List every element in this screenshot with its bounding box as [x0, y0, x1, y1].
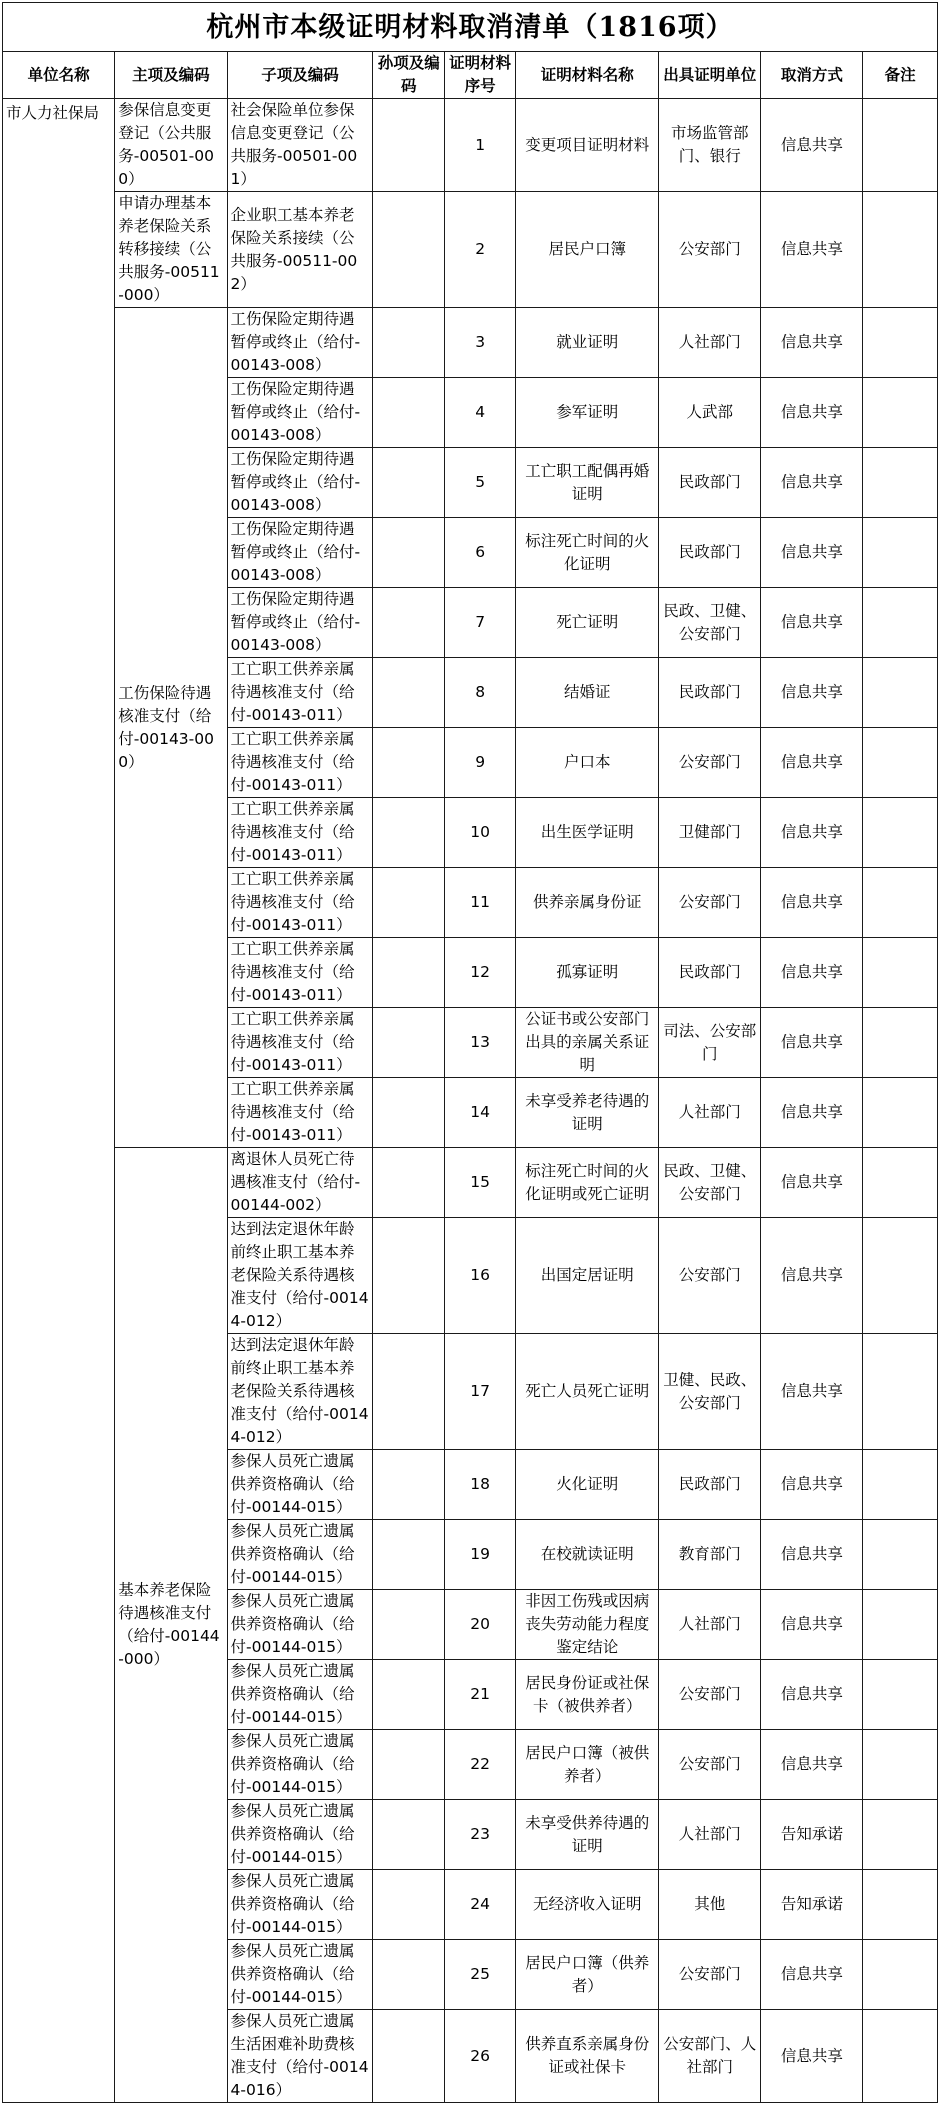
- grandchild-item-cell: [373, 868, 444, 938]
- issuer-cell: 公安部门: [659, 192, 761, 308]
- remarks-cell: [863, 868, 938, 938]
- grandchild-item-cell: [373, 1008, 444, 1078]
- main-item-cell: 申请办理基本养老保险关系转移接续（公共服务-00511-000）: [115, 192, 227, 308]
- cancel-method-cell: 信息共享: [761, 99, 863, 192]
- remarks-cell: [863, 192, 938, 308]
- sub-item-cell: 参保人员死亡遗属供养资格确认（给付-00144-015）: [227, 1450, 373, 1520]
- sub-item-cell: 参保人员死亡遗属供养资格确认（给付-00144-015）: [227, 1520, 373, 1590]
- material-name-cell: 标注死亡时间的火化证明或死亡证明: [516, 1148, 659, 1218]
- material-name-cell: 居民户口簿: [516, 192, 659, 308]
- cancel-method-cell: 告知承诺: [761, 1870, 863, 1940]
- issuer-cell: 教育部门: [659, 1520, 761, 1590]
- grandchild-item-cell: [373, 1660, 444, 1730]
- material-no-cell: 7: [444, 588, 515, 658]
- grandchild-item-cell: [373, 1148, 444, 1218]
- remarks-cell: [863, 1800, 938, 1870]
- cancel-method-cell: 信息共享: [761, 1660, 863, 1730]
- remarks-cell: [863, 728, 938, 798]
- cancel-method-cell: 信息共享: [761, 2010, 863, 2103]
- cancel-method-cell: 信息共享: [761, 658, 863, 728]
- unit-name-cell: 市人力社保局: [3, 99, 115, 2103]
- grandchild-item-cell: [373, 1730, 444, 1800]
- grandchild-item-cell: [373, 448, 444, 518]
- material-name-cell: 未享受供养待遇的证明: [516, 1800, 659, 1870]
- material-name-cell: 孤寡证明: [516, 938, 659, 1008]
- grandchild-item-cell: [373, 2010, 444, 2103]
- remarks-cell: [863, 1334, 938, 1450]
- grandchild-item-cell: [373, 1450, 444, 1520]
- sub-item-cell: 工亡职工供养亲属待遇核准支付（给付-00143-011）: [227, 1008, 373, 1078]
- remarks-cell: [863, 1008, 938, 1078]
- remarks-cell: [863, 588, 938, 658]
- issuer-cell: 民政部门: [659, 518, 761, 588]
- cancel-method-cell: 信息共享: [761, 1520, 863, 1590]
- material-no-cell: 11: [444, 868, 515, 938]
- grandchild-item-cell: [373, 938, 444, 1008]
- main-item-cell: 工伤保险待遇核准支付（给付-00143-000）: [115, 308, 227, 1148]
- sub-item-cell: 达到法定退休年龄前终止职工基本养老保险关系待遇核准支付（给付-00144-012）: [227, 1218, 373, 1334]
- material-name-cell: 出生医学证明: [516, 798, 659, 868]
- table-row: [3, 192, 938, 308]
- remarks-cell: [863, 1940, 938, 2010]
- header-cancel-method: 取消方式: [761, 52, 863, 99]
- material-name-cell: 死亡证明: [516, 588, 659, 658]
- remarks-cell: [863, 938, 938, 1008]
- remarks-cell: [863, 99, 938, 192]
- cancel-method-cell: 信息共享: [761, 1730, 863, 1800]
- issuer-cell: 公安部门、人社部门: [659, 2010, 761, 2103]
- sub-item-cell: 工伤保险定期待遇暂停或终止（给付-00143-008）: [227, 518, 373, 588]
- material-no-cell: 2: [444, 192, 515, 308]
- issuer-cell: 市场监管部门、银行: [659, 99, 761, 192]
- cancel-method-cell: 信息共享: [761, 1334, 863, 1450]
- main-item-cell: 基本养老保险待遇核准支付（给付-00144-000）: [115, 1148, 227, 2103]
- remarks-cell: [863, 1730, 938, 1800]
- header-row: [3, 52, 938, 99]
- material-no-cell: 13: [444, 1008, 515, 1078]
- remarks-cell: [863, 798, 938, 868]
- material-no-cell: 15: [444, 1148, 515, 1218]
- cancel-method-cell: 信息共享: [761, 192, 863, 308]
- table-row: [3, 308, 938, 378]
- material-name-cell: 在校就读证明: [516, 1520, 659, 1590]
- cancel-method-cell: 信息共享: [761, 378, 863, 448]
- material-name-cell: 出国定居证明: [516, 1218, 659, 1334]
- sub-item-cell: 参保人员死亡遗属供养资格确认（给付-00144-015）: [227, 1590, 373, 1660]
- material-no-cell: 8: [444, 658, 515, 728]
- cancel-method-cell: 信息共享: [761, 1148, 863, 1218]
- grandchild-item-cell: [373, 728, 444, 798]
- grandchild-item-cell: [373, 99, 444, 192]
- issuer-cell: 公安部门: [659, 868, 761, 938]
- cancel-method-cell: 信息共享: [761, 1940, 863, 2010]
- sub-item-cell: 工亡职工供养亲属待遇核准支付（给付-00143-011）: [227, 658, 373, 728]
- remarks-cell: [863, 378, 938, 448]
- header-remarks: 备注: [863, 52, 938, 99]
- remarks-cell: [863, 1218, 938, 1334]
- cancel-method-cell: 信息共享: [761, 1450, 863, 1520]
- issuer-cell: 人武部: [659, 378, 761, 448]
- cancel-method-cell: 信息共享: [761, 868, 863, 938]
- material-name-cell: 变更项目证明材料: [516, 99, 659, 192]
- material-no-cell: 6: [444, 518, 515, 588]
- cancel-method-cell: 信息共享: [761, 1008, 863, 1078]
- material-no-cell: 20: [444, 1590, 515, 1660]
- material-name-cell: 标注死亡时间的火化证明: [516, 518, 659, 588]
- remarks-cell: [863, 1590, 938, 1660]
- material-name-cell: 火化证明: [516, 1450, 659, 1520]
- material-name-cell: 死亡人员死亡证明: [516, 1334, 659, 1450]
- material-no-cell: 22: [444, 1730, 515, 1800]
- issuer-cell: 民政部门: [659, 448, 761, 518]
- sub-item-cell: 工伤保险定期待遇暂停或终止（给付-00143-008）: [227, 588, 373, 658]
- issuer-cell: 卫健、民政、公安部门: [659, 1334, 761, 1450]
- material-no-cell: 4: [444, 378, 515, 448]
- cancel-method-cell: 信息共享: [761, 588, 863, 658]
- cancel-method-cell: 信息共享: [761, 518, 863, 588]
- material-name-cell: 结婚证: [516, 658, 659, 728]
- cancel-method-cell: 告知承诺: [761, 1800, 863, 1870]
- material-no-cell: 25: [444, 1940, 515, 2010]
- cancel-method-cell: 信息共享: [761, 728, 863, 798]
- material-no-cell: 5: [444, 448, 515, 518]
- sub-item-cell: 工伤保险定期待遇暂停或终止（给付-00143-008）: [227, 378, 373, 448]
- issuer-cell: 人社部门: [659, 308, 761, 378]
- material-name-cell: 供养直系亲属身份证或社保卡: [516, 2010, 659, 2103]
- sub-item-cell: 参保人员死亡遗属供养资格确认（给付-00144-015）: [227, 1940, 373, 2010]
- material-name-cell: 居民户口簿（供养者）: [516, 1940, 659, 2010]
- grandchild-item-cell: [373, 1870, 444, 1940]
- grandchild-item-cell: [373, 1940, 444, 2010]
- issuer-cell: 民政、卫健、公安部门: [659, 588, 761, 658]
- header-unit: 单位名称: [3, 52, 115, 99]
- cancel-method-cell: 信息共享: [761, 938, 863, 1008]
- remarks-cell: [863, 308, 938, 378]
- remarks-cell: [863, 1870, 938, 1940]
- sub-item-cell: 参保人员死亡遗属生活困难补助费核准支付（给付-00144-016）: [227, 2010, 373, 2103]
- material-name-cell: 户口本: [516, 728, 659, 798]
- material-no-cell: 24: [444, 1870, 515, 1940]
- material-no-cell: 21: [444, 1660, 515, 1730]
- remarks-cell: [863, 2010, 938, 2103]
- grandchild-item-cell: [373, 192, 444, 308]
- issuer-cell: 公安部门: [659, 728, 761, 798]
- sub-item-cell: 工亡职工供养亲属待遇核准支付（给付-00143-011）: [227, 868, 373, 938]
- material-no-cell: 19: [444, 1520, 515, 1590]
- grandchild-item-cell: [373, 1334, 444, 1450]
- issuer-cell: 公安部门: [659, 1218, 761, 1334]
- sub-item-cell: 工亡职工供养亲属待遇核准支付（给付-00143-011）: [227, 938, 373, 1008]
- grandchild-item-cell: [373, 308, 444, 378]
- sub-item-cell: 达到法定退休年龄前终止职工基本养老保险关系待遇核准支付（给付-00144-012）: [227, 1334, 373, 1450]
- material-name-cell: 居民身份证或社保卡（被供养者）: [516, 1660, 659, 1730]
- header-issuer: 出具证明单位: [659, 52, 761, 99]
- grandchild-item-cell: [373, 518, 444, 588]
- issuer-cell: 公安部门: [659, 1660, 761, 1730]
- issuer-cell: 人社部门: [659, 1800, 761, 1870]
- sub-item-cell: 社会保险单位参保信息变更登记（公共服务-00501-001）: [227, 99, 373, 192]
- grandchild-item-cell: [373, 1520, 444, 1590]
- sub-item-cell: 离退休人员死亡待遇核准支付（给付-00144-002）: [227, 1148, 373, 1218]
- material-no-cell: 10: [444, 798, 515, 868]
- issuer-cell: 公安部门: [659, 1940, 761, 2010]
- header-grandchild-item: 孙项及编码: [373, 52, 444, 99]
- issuer-cell: 卫健部门: [659, 798, 761, 868]
- table-row: [3, 99, 938, 192]
- document-title: 杭州市本级证明材料取消清单（1816项）: [3, 3, 938, 52]
- material-name-cell: 未享受养老待遇的证明: [516, 1078, 659, 1148]
- grandchild-item-cell: [373, 378, 444, 448]
- sub-item-cell: 工亡职工供养亲属待遇核准支付（给付-00143-011）: [227, 798, 373, 868]
- material-no-cell: 1: [444, 99, 515, 192]
- sub-item-cell: 企业职工基本养老保险关系接续（公共服务-00511-002）: [227, 192, 373, 308]
- sub-item-cell: 工伤保险定期待遇暂停或终止（给付-00143-008）: [227, 308, 373, 378]
- grandchild-item-cell: [373, 588, 444, 658]
- grandchild-item-cell: [373, 1590, 444, 1660]
- sub-item-cell: 工伤保险定期待遇暂停或终止（给付-00143-008）: [227, 448, 373, 518]
- grandchild-item-cell: [373, 1218, 444, 1334]
- issuer-cell: 司法、公安部门: [659, 1008, 761, 1078]
- remarks-cell: [863, 1078, 938, 1148]
- sub-item-cell: 参保人员死亡遗属供养资格确认（给付-00144-015）: [227, 1800, 373, 1870]
- material-name-cell: 供养亲属身份证: [516, 868, 659, 938]
- cancel-method-cell: 信息共享: [761, 1078, 863, 1148]
- cancel-method-cell: 信息共享: [761, 1590, 863, 1660]
- grandchild-item-cell: [373, 1078, 444, 1148]
- material-name-cell: 工亡职工配偶再婚证明: [516, 448, 659, 518]
- sub-item-cell: 工亡职工供养亲属待遇核准支付（给付-00143-011）: [227, 728, 373, 798]
- header-material-no: 证明材料序号: [444, 52, 515, 99]
- remarks-cell: [863, 658, 938, 728]
- issuer-cell: 民政部门: [659, 938, 761, 1008]
- cancel-method-cell: 信息共享: [761, 1218, 863, 1334]
- material-no-cell: 16: [444, 1218, 515, 1334]
- material-no-cell: 12: [444, 938, 515, 1008]
- material-name-cell: 公证书或公安部门出具的亲属关系证明: [516, 1008, 659, 1078]
- header-sub-item: 子项及编码: [227, 52, 373, 99]
- material-no-cell: 26: [444, 2010, 515, 2103]
- material-no-cell: 23: [444, 1800, 515, 1870]
- material-name-cell: 居民户口簿（被供养者）: [516, 1730, 659, 1800]
- remarks-cell: [863, 1450, 938, 1520]
- material-no-cell: 17: [444, 1334, 515, 1450]
- grandchild-item-cell: [373, 658, 444, 728]
- header-material-name: 证明材料名称: [516, 52, 659, 99]
- issuer-cell: 民政、卫健、公安部门: [659, 1148, 761, 1218]
- remarks-cell: [863, 1520, 938, 1590]
- grandchild-item-cell: [373, 1800, 444, 1870]
- sub-item-cell: 参保人员死亡遗属供养资格确认（给付-00144-015）: [227, 1870, 373, 1940]
- remarks-cell: [863, 518, 938, 588]
- material-no-cell: 3: [444, 308, 515, 378]
- sub-item-cell: 工亡职工供养亲属待遇核准支付（给付-00143-011）: [227, 1078, 373, 1148]
- material-name-cell: 非因工伤残或因病丧失劳动能力程度鉴定结论: [516, 1590, 659, 1660]
- remarks-cell: [863, 1148, 938, 1218]
- cancel-method-cell: 信息共享: [761, 798, 863, 868]
- issuer-cell: 民政部门: [659, 1450, 761, 1520]
- table-row: [3, 1148, 938, 1218]
- material-no-cell: 14: [444, 1078, 515, 1148]
- certificate-cancellation-table: [2, 2, 938, 2103]
- issuer-cell: 公安部门: [659, 1730, 761, 1800]
- grandchild-item-cell: [373, 798, 444, 868]
- issuer-cell: 人社部门: [659, 1078, 761, 1148]
- material-name-cell: 参军证明: [516, 378, 659, 448]
- material-name-cell: 无经济收入证明: [516, 1870, 659, 1940]
- sub-item-cell: 参保人员死亡遗属供养资格确认（给付-00144-015）: [227, 1730, 373, 1800]
- header-main-item: 主项及编码: [115, 52, 227, 99]
- remarks-cell: [863, 448, 938, 518]
- remarks-cell: [863, 1660, 938, 1730]
- sub-item-cell: 参保人员死亡遗属供养资格确认（给付-00144-015）: [227, 1660, 373, 1730]
- material-name-cell: 就业证明: [516, 308, 659, 378]
- issuer-cell: 其他: [659, 1870, 761, 1940]
- issuer-cell: 民政部门: [659, 658, 761, 728]
- cancel-method-cell: 信息共享: [761, 308, 863, 378]
- issuer-cell: 人社部门: [659, 1590, 761, 1660]
- material-no-cell: 9: [444, 728, 515, 798]
- material-no-cell: 18: [444, 1450, 515, 1520]
- main-item-cell: 参保信息变更登记（公共服务-00501-000）: [115, 99, 227, 192]
- cancel-method-cell: 信息共享: [761, 448, 863, 518]
